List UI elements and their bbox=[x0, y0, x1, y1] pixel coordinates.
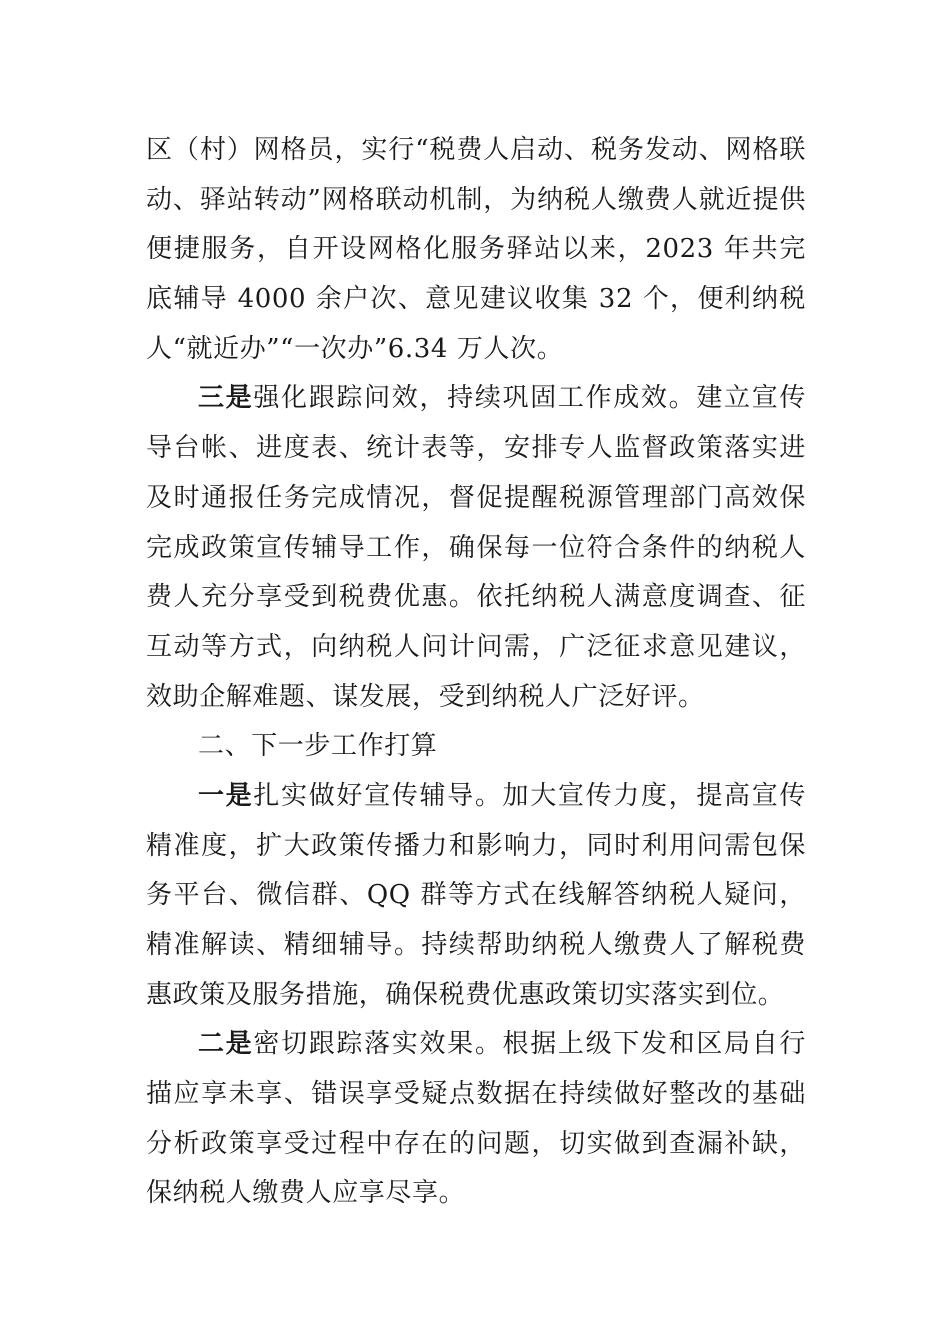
text-line: 导台帐、进度表、统计表等，安排专人监督政策落实进 bbox=[146, 433, 806, 464]
text-line: 人“就近办”“一次办”6.34 万人次。 bbox=[146, 333, 564, 364]
paragraph-first-line-text: 扎实做好宣传辅导。加大宣传力度，提高宣传 bbox=[253, 780, 806, 811]
paragraph-lead: 三是 bbox=[198, 383, 254, 414]
text-line: 完成政策宣传辅导工作，确保每一位符合条件的纳税人 bbox=[146, 532, 806, 563]
text-line: 描应享未享、错误享受疑点数据在持续做好整改的基础 bbox=[146, 1079, 806, 1110]
paragraph-first-line-text: 密切跟踪落实效果。根据上级下发和区局自行 bbox=[253, 1029, 806, 1060]
text-line: 精准解读、精细辅导。持续帮助纳税人缴费人了解税费 bbox=[146, 930, 806, 960]
paragraph-follow-up bbox=[146, 1020, 806, 1219]
text-line: 便捷服务，自开设网格化服务驿站以来，2023 年共完 bbox=[146, 234, 806, 265]
text-line: 保纳税人缴费人应享尽享。 bbox=[146, 1178, 466, 1209]
section-heading: 二、下一步工作打算 bbox=[198, 731, 438, 762]
paragraph-publicity bbox=[146, 772, 806, 1020]
text-line: 区（村）网格员，实行“税费人启动、税务发动、网格联 bbox=[146, 135, 806, 165]
paragraph-lead: 一是 bbox=[198, 780, 254, 811]
text-line: 务平台、微信群、QQ 群等方式在线解答纳税人疑问， bbox=[146, 880, 806, 911]
paragraph-first-line bbox=[146, 374, 806, 424]
text-line: 分析政策享受过程中存在的问题，切实做到查漏补缺， bbox=[146, 1128, 806, 1159]
text-line: 惠政策及服务措施，确保税费优惠政策切实落实到位。 bbox=[146, 979, 785, 1010]
document-body bbox=[146, 126, 806, 1219]
paragraph-tracking bbox=[146, 374, 806, 722]
text-line: 精准度，扩大政策传播力和影响力，同时利用问需包保 bbox=[146, 830, 806, 861]
text-line: 费人充分享受到税费优惠。依托纳税人满意度调查、征 bbox=[146, 582, 806, 613]
text-line: 动、驿站转动”网格联动机制，为纳税人缴费人就近提供 bbox=[146, 184, 806, 215]
paragraph-lead: 二是 bbox=[198, 1029, 254, 1060]
text-line: 及时通报任务完成情况，督促提醒税源管理部门高效保 bbox=[146, 482, 806, 513]
text-line: 底辅导 4000 余户次、意见建议收集 32 个，便利纳税 bbox=[146, 284, 806, 315]
paragraph-first-line bbox=[146, 772, 806, 822]
text-line: 互动等方式，向纳税人问计问需，广泛征求意见建议， bbox=[146, 631, 806, 662]
text-line: 效助企解难题、谋发展，受到纳税人广泛好评。 bbox=[146, 681, 705, 712]
paragraph-first-line-text: 强化跟踪问效，持续巩固工作成效。建立宣传 bbox=[253, 383, 806, 414]
paragraph-first-line bbox=[146, 1020, 806, 1070]
paragraph-grid-service bbox=[146, 126, 806, 374]
